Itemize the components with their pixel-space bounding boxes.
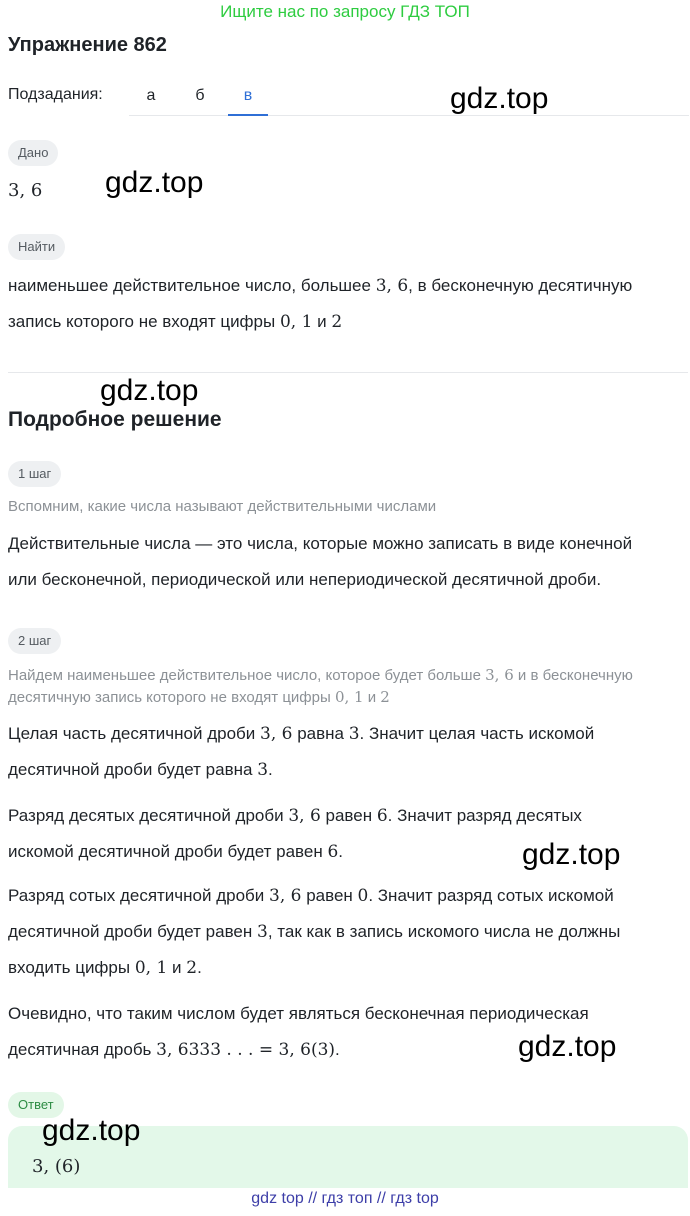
step1-hint: Вспомним, какие числа называют действительными числами: [8, 498, 437, 515]
answer-pill: Ответ: [8, 1092, 64, 1118]
step2-p1-line1: Целая часть десятичной дроби 3, 6 равна 3. Значит целая часть искомой: [8, 724, 595, 744]
step2-p3-line1: Разряд сотых десятичной дроби 3, 6 равен 0. Значит разряд сотых искомой: [8, 886, 614, 906]
step2-hint-line2: десятичную запись которого не входят цифры 0, 1 и 2: [8, 688, 390, 706]
step1-line2: или бесконечной, периодической или непериодической десятичной дроби.: [8, 570, 602, 589]
find-pill: Найти: [8, 234, 65, 260]
watermark: gdz.top: [42, 1114, 141, 1147]
tab-v[interactable]: в: [228, 76, 268, 116]
given-pill: Дано: [8, 140, 58, 166]
step2-pill: 2 шаг: [8, 628, 61, 654]
step2-p4-line2: десятичная дробь 3, 6333 . . . = 3, 6(3).: [8, 1040, 340, 1060]
step2-p3-line2: десятичной дроби будет равен 3, так как в запись искомого числа не должны: [8, 922, 621, 942]
step2-hint-line1: Найдем наименьшее действительное число, которое будет больше 3, 6 и в бесконечную: [8, 666, 633, 684]
solution-title: Подробное решение: [8, 408, 222, 431]
step1-line1: Действительные числа — это числа, которые можно записать в виде конечной: [8, 534, 633, 553]
step2-p4-line1: Очевидно, что таким числом будет являться бесконечная периодическая: [8, 1004, 589, 1023]
divider: [8, 372, 688, 373]
watermark: gdz.top: [522, 838, 621, 871]
subtasks-label: Подзадания:: [8, 86, 103, 103]
tab-a[interactable]: а: [146, 87, 156, 104]
exercise-title: Упражнение 862: [8, 34, 167, 56]
watermark: gdz.top: [450, 82, 549, 115]
subtask-tabs: [129, 76, 689, 116]
footer-links[interactable]: gdz top // гдз топ // гдз top: [251, 1190, 439, 1207]
watermark: gdz.top: [518, 1030, 617, 1063]
promo-banner: Ищите нас по запросу ГДЗ ТОП: [220, 2, 470, 21]
given-value: 3, 6: [8, 180, 43, 201]
tab-b[interactable]: б: [195, 87, 205, 104]
step2-p3-line3: входить цифры 0, 1 и 2.: [8, 958, 202, 978]
answer-value: 3, (6): [32, 1156, 81, 1177]
step1-pill: 1 шаг: [8, 461, 61, 487]
find-text-line1: наименьшее действительное число, большее 3, 6, в бесконечную десятичную: [8, 276, 633, 296]
step2-p2-line2: искомой десятичной дроби будет равен 6.: [8, 842, 344, 862]
find-text-line2: запись которого не входят цифры 0, 1 и 2: [8, 312, 343, 332]
step2-p2-line1: Разряд десятых десятичной дроби 3, 6 равен 6. Значит разряд десятых: [8, 806, 582, 826]
watermark: gdz.top: [105, 166, 204, 199]
watermark: gdz.top: [100, 374, 199, 407]
step2-p1-line2: десятичной дроби будет равна 3.: [8, 760, 273, 780]
